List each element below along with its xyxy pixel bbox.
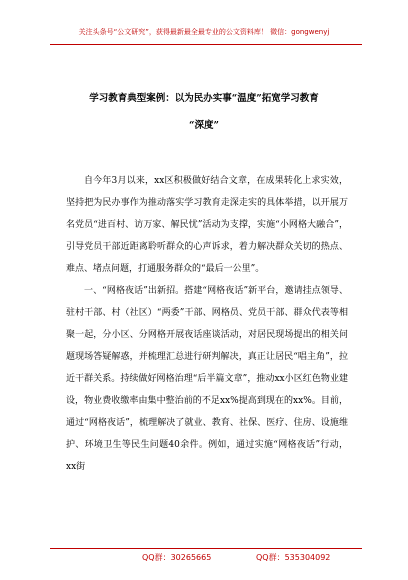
paragraph-intro: 自今年3月以来，xx区积极做好结合文章，在成果转化上求实效，坚持把为民办事作为推动落实学习教育走深走实的具体举措，以开展万名党员“进百村、访万家、解民忧”活动为支撑，实施“小网格大融合”，引导党员干部近距离聆听群众的心声诉求，着力解决群众关切的热点、难点、堵点问题，打通服务群众的“最后一公里”。 [66,176,348,274]
header-banner: 关注头条号“公文研究”，获得最新最全最专业的公文资料库！ 微信：gongwenyj [78,28,330,36]
paragraph-section-1: 一、“网格夜话”出新招。搭建“网格夜话”新平台，邀请挂点领导、驻村干部、村（社区）“两委”干部、网格员、党员干部、群众代表等相聚一起，分小区、分网格开展夜话座谈活动，对居民现场提出的相关问题现场答疑解惑，并梳理汇总进行研判解决，真正让居民“唱主角”，拉近干群关系。持续做好网格治理“后半篇文章”，推动xx小区红色物业建设，物业费收缴率由集中整治前的不足xx%提高到现在的xx%。目前，通过“网格夜话”，梳理解决了就业、教育、社保、医疗、住房、设施维护、环境卫生等民生问题40余件。例如，通过实施“网格夜话”行动，xx街 [66,286,348,472]
document-title-line-2: “深度” [189,120,219,131]
document-body [66,170,348,478]
footer-qq-group-2: QQ群：535304092 [256,553,331,562]
footer-divider [50,548,362,549]
header-divider [50,44,362,45]
document-title-line-1: 学习教育典型案例：以为民办实事“温度”拓宽学习教育 [89,93,319,104]
footer-qq-group-1: QQ群：30265665 [142,553,212,562]
